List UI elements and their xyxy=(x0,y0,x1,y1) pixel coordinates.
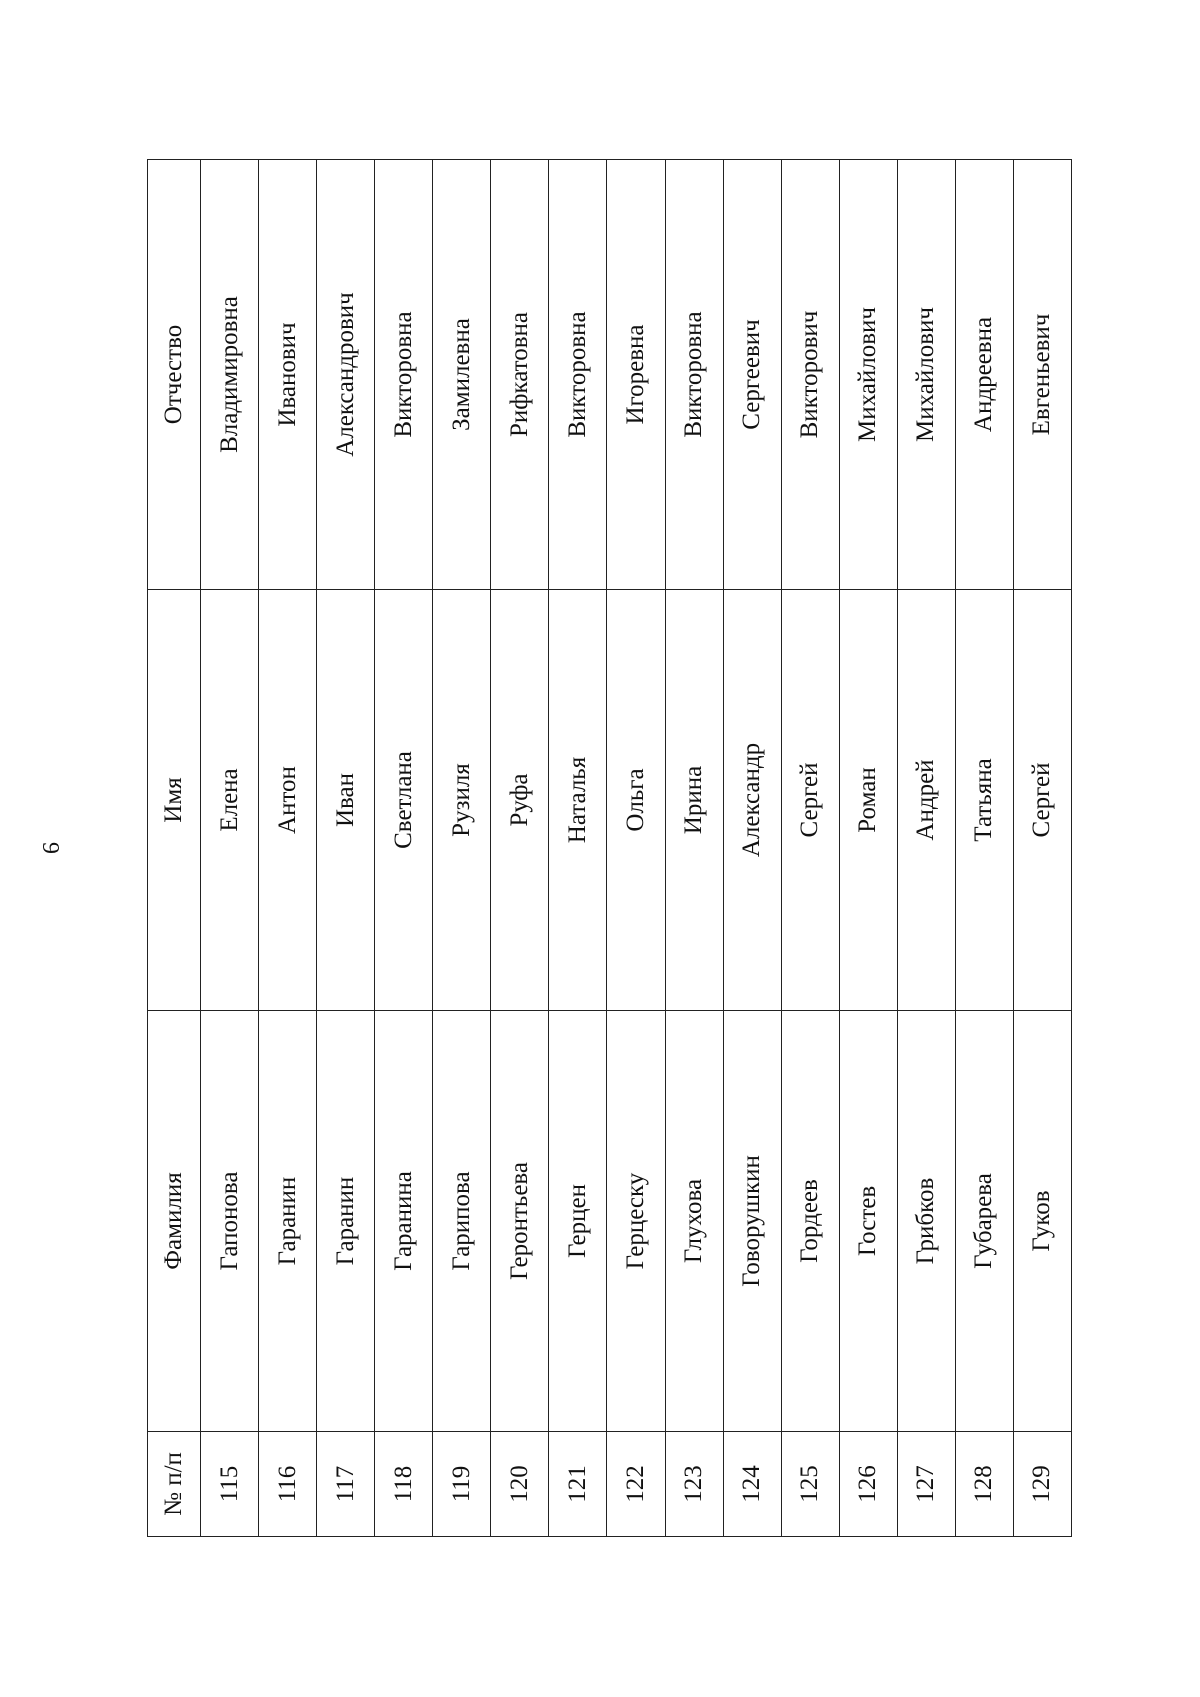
cell-first-name: Антон xyxy=(259,590,317,1011)
cell-number: 115 xyxy=(201,1432,259,1537)
cell-patronymic: Андреевна xyxy=(955,160,1013,590)
cell-number: 129 xyxy=(1013,1432,1071,1537)
cell-last-name: Гарипова xyxy=(433,1011,491,1432)
table-row xyxy=(375,160,433,1537)
cell-first-name: Андрей xyxy=(897,590,955,1011)
table-row xyxy=(491,160,549,1537)
table-row xyxy=(317,160,375,1537)
cell-first-name: Роман xyxy=(839,590,897,1011)
cell-patronymic: Викторович xyxy=(781,160,839,590)
cell-first-name: Руфа xyxy=(491,590,549,1011)
cell-patronymic: Викторовна xyxy=(375,160,433,590)
page-number: 9 xyxy=(37,842,63,854)
cell-number: 120 xyxy=(491,1432,549,1537)
cell-patronymic: Викторовна xyxy=(549,160,607,590)
cell-number: 127 xyxy=(897,1432,955,1537)
header-number: № п/п xyxy=(148,1432,201,1537)
cell-number: 124 xyxy=(723,1432,781,1537)
cell-last-name: Гаранин xyxy=(259,1011,317,1432)
cell-number: 123 xyxy=(665,1432,723,1537)
cell-first-name: Александр xyxy=(723,590,781,1011)
cell-last-name: Герцеску xyxy=(607,1011,665,1432)
cell-number: 126 xyxy=(839,1432,897,1537)
cell-last-name: Губарева xyxy=(955,1011,1013,1432)
table-row xyxy=(607,160,665,1537)
cell-first-name: Сергей xyxy=(781,590,839,1011)
header-patronymic: Отчество xyxy=(148,160,201,590)
roster-table xyxy=(147,159,1072,1537)
cell-last-name: Герцен xyxy=(549,1011,607,1432)
table-row xyxy=(259,160,317,1537)
cell-patronymic: Иванович xyxy=(259,160,317,590)
cell-last-name: Гаранина xyxy=(375,1011,433,1432)
table-header-row xyxy=(148,160,201,1537)
cell-last-name: Говорушкин xyxy=(723,1011,781,1432)
cell-last-name: Геронтьева xyxy=(491,1011,549,1432)
cell-number: 125 xyxy=(781,1432,839,1537)
cell-last-name: Гордеев xyxy=(781,1011,839,1432)
table-row xyxy=(723,160,781,1537)
cell-last-name: Гуков xyxy=(1013,1011,1071,1432)
cell-first-name: Наталья xyxy=(549,590,607,1011)
cell-number: 119 xyxy=(433,1432,491,1537)
cell-first-name: Сергей xyxy=(1013,590,1071,1011)
cell-number: 128 xyxy=(955,1432,1013,1537)
cell-patronymic: Игоревна xyxy=(607,160,665,590)
cell-first-name: Ирина xyxy=(665,590,723,1011)
table-row xyxy=(549,160,607,1537)
table-row xyxy=(201,160,259,1537)
cell-last-name: Гаранин xyxy=(317,1011,375,1432)
cell-number: 121 xyxy=(549,1432,607,1537)
cell-number: 116 xyxy=(259,1432,317,1537)
table-row xyxy=(781,160,839,1537)
cell-patronymic: Евгеньевич xyxy=(1013,160,1071,590)
cell-patronymic: Викторовна xyxy=(665,160,723,590)
cell-first-name: Светлана xyxy=(375,590,433,1011)
cell-patronymic: Михайлович xyxy=(839,160,897,590)
cell-number: 122 xyxy=(607,1432,665,1537)
cell-first-name: Иван xyxy=(317,590,375,1011)
cell-patronymic: Замилевна xyxy=(433,160,491,590)
cell-first-name: Рузиля xyxy=(433,590,491,1011)
cell-last-name: Гапонова xyxy=(201,1011,259,1432)
cell-patronymic: Александрович xyxy=(317,160,375,590)
table-row xyxy=(839,160,897,1537)
cell-first-name: Ольга xyxy=(607,590,665,1011)
table-row xyxy=(433,160,491,1537)
cell-patronymic: Рифкатовна xyxy=(491,160,549,590)
roster-table-container xyxy=(147,160,1072,1537)
table-row xyxy=(955,160,1013,1537)
cell-last-name: Гостев xyxy=(839,1011,897,1432)
header-last-name: Фамилия xyxy=(148,1011,201,1432)
cell-patronymic: Михайлович xyxy=(897,160,955,590)
cell-number: 118 xyxy=(375,1432,433,1537)
table-row xyxy=(897,160,955,1537)
cell-number: 117 xyxy=(317,1432,375,1537)
cell-patronymic: Сергеевич xyxy=(723,160,781,590)
cell-patronymic: Владимировна xyxy=(201,160,259,590)
cell-last-name: Глухова xyxy=(665,1011,723,1432)
cell-first-name: Татьяна xyxy=(955,590,1013,1011)
cell-first-name: Елена xyxy=(201,590,259,1011)
table-row xyxy=(665,160,723,1537)
header-first-name: Имя xyxy=(148,590,201,1011)
table-row xyxy=(1013,160,1071,1537)
cell-last-name: Грибков xyxy=(897,1011,955,1432)
